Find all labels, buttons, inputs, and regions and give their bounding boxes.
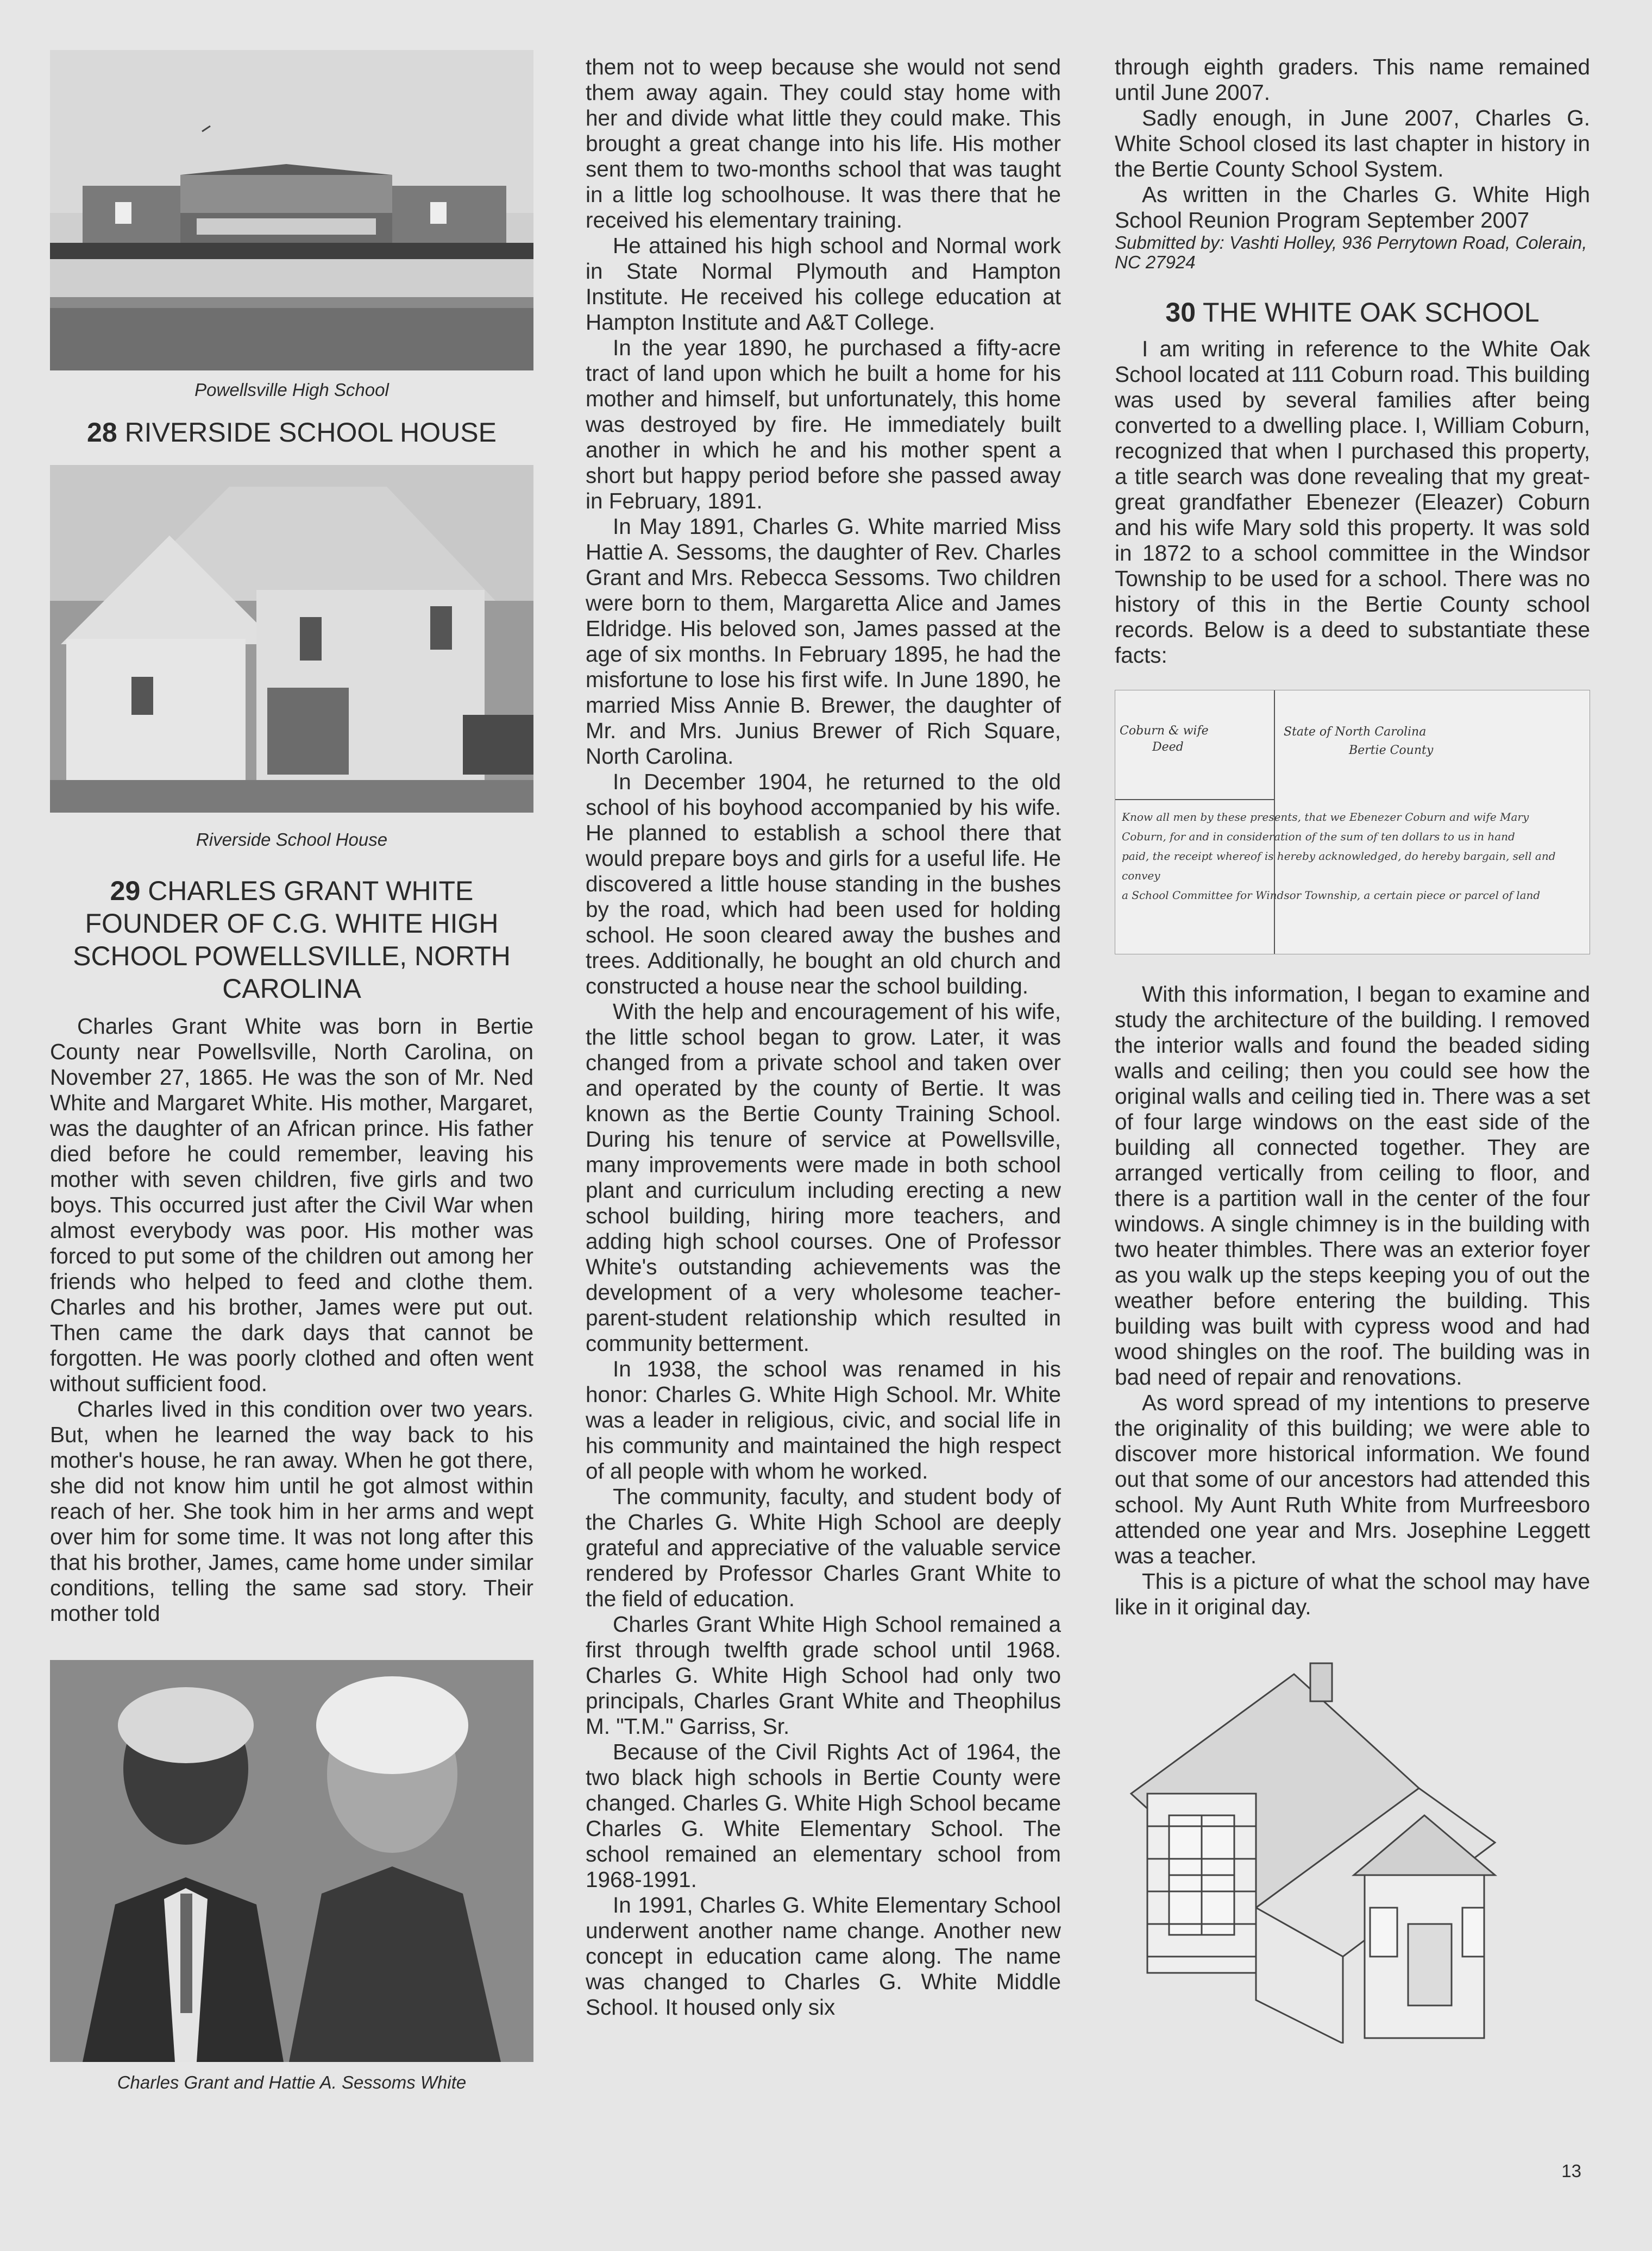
paragraph: As word spread of my intentions to preserve the originality of this building; we were able to discover more historical information. We found out that some of our ancestors had attended this school. My Aunt Ruth White from Murfreesboro attended one year and Mrs. Josephine Leggett was a teacher. [1115,1390,1590,1568]
column-3 [1115,54,1590,2043]
deed-type-line: Deed [1152,740,1184,754]
deed-line: Know all men by these presents, that we Ebenezer Coburn and wife Mary [1122,810,1529,823]
page-number: 13 [1561,2161,1581,2181]
section-29-body [50,1014,533,1626]
paragraph: This is a picture of what the school may have like in it original day. [1115,1569,1590,1619]
deed-line: Coburn, for and in consideration of the sum of ten dollars to us in hand [1122,830,1515,843]
deed-state-line: State of North Carolina [1284,725,1427,739]
section-title: RIVERSIDE SCHOOL HOUSE [124,417,497,448]
section-title: CHARLES GRANT WHITE FOUNDER OF C.G. WHITE HIGH SCHOOL POWELLSVILLE, NORTH CAROLINA [73,876,511,1004]
section-heading-29 [50,875,533,1005]
paragraph: Sadly enough, in June 2007, Charles G. White School closed its last chapter in history in the Bertie County School System. [1115,105,1590,181]
paragraph: Charles Grant White was born in Bertie County near Powellsville, North Carolina, on November 27, 1865. He was the son of Mr. Ned White and Margaret White. His mother, Margaret, was the daughter of an African prince. His father died before he could remember, leaving his mother with seven children, five girls and two boys. This occurred just after the Civil War when almost everybody was poor. His mother was forced to put some of the children out among her friends who helped to feed and clothe them. Charles and his brother, James were put out. Then came the dark days that cannot be forgotten. He was poorly clothed and often went without sufficient food. [50,1014,533,1396]
paragraph: Charles Grant White High School remained a first through twelfth grade school until 1968. Charles G. White High School had only two principals, Charles Grant White and Theophilus M. "T.M." Garriss, Sr. [586,1612,1061,1739]
deed-document-image [1115,690,1590,954]
paragraph: In the year 1890, he purchased a fifty-acre tract of land upon which he built a home for his mother and himself, but unfortunately, this home was destroyed by fire. He immediately built another in which he and his mother spent a short but happy period before she passed away in February, 1891. [586,335,1061,513]
photo-caption: Charles Grant and Hattie A. Sessoms White [117,2072,467,2092]
paragraph: He attained his high school and Normal work in State Normal Plymouth and Hampton Institute. He received his college education at Hampton Institute and A&T College. [586,233,1061,335]
charles-and-hattie-white-photo [50,1660,533,2062]
paragraph: Because of the Civil Rights Act of 1964, the two black high schools in Bertie County were changed. Charles G. White High School became Charles G. White Elementary School. The school remained an elementary school from 1968-1991. [586,1739,1061,1892]
photo-caption: Riverside School House [196,829,388,850]
deed-grantor-line: Coburn & wife [1120,724,1209,738]
photo-caption: Powellsville High School [194,380,389,400]
powellsville-high-school-photo [50,50,533,370]
paragraph: With the help and encouragement of his wife, the little school began to grow. Later, it was changed from a private school and taken over and operated by the county of Bertie. It was known as the Bertie County Training School. During his tenure of service at Powellsville, many improvements were made in both school plant and curriculum including erecting a new school building, hiring more teachers, and adding high school courses. One of Professor White's outstanding achievements was the development of a very wholesome teacher-parent-student relationship which resulted in community betterment. [586,999,1061,1356]
white-oak-school-sketch [1115,1652,1590,2043]
paragraph: As written in the Charles G. White High School Reunion Program September 2007 [1115,182,1590,232]
riverside-school-house-photo [50,465,533,813]
paragraph: In December 1904, he returned to the old school of his boyhood accompanied by his wife. He planned to establish a school there that would prepare boys and girls for a useful life. He discovered a little house standing in the bushes by the road, which had been used for holding school. He soon cleared away the bushes and trees. Additionally, he bought an old church and constructed a house near the school building. [586,769,1061,998]
deed-line: paid, the receipt whereof is hereby acknowledged, do hereby bargain, sell and convey [1122,850,1556,882]
paragraph: In May 1891, Charles G. White married Miss Hattie A. Sessoms, the daughter of Rev. Charles Grant and Mrs. Rebecca Sessoms. Two children were born to them, Margaretta Alice and James Eldridge. His beloved son, James passed at the age of six months. In February 1895, he had the misfortune to lose his first wife. In June 1890, he married Miss Annie B. Brewer, the daughter of Mr. and Mrs. Junius Brewer of Rich Square, North Carolina. [586,514,1061,769]
deed-county-line: Bertie County [1349,744,1434,757]
section-30-body-continued [1115,982,1590,1620]
paragraph: The community, faculty, and student body of the Charles G. White High School are deeply grateful and appreciative of the valuable service rendered by Professor Charles Grant White to the field of education. [586,1484,1061,1611]
section-number: 30 [1165,297,1196,328]
column-1 [50,50,533,2093]
paragraph: In 1991, Charles G. White Elementary School underwent another name change. Another new concept in education came along. The name was changed to Charles G. White Middle School. It housed only six [586,1892,1061,2020]
section-30-body [1115,336,1590,668]
section-number: 29 [110,876,141,906]
submitted-by: Submitted by: Vashti Holley, 936 Perrytown Road, Colerain, NC 27924 [1115,232,1587,272]
section-heading-30 [1115,296,1590,329]
section-number: 28 [87,417,117,448]
paragraph: In 1938, the school was renamed in his honor: Charles G. White High School. Mr. White was a leader in religious, civic, and social life in his community and maintained the high respect of all people with whom he worked. [586,1356,1061,1483]
paragraph: through eighth graders. This name remained until June 2007. [1115,54,1590,105]
section-title: THE WHITE OAK SCHOOL [1203,297,1540,328]
deed-line: a School Committee for Windsor Township, a certain piece or parcel of land [1122,889,1541,902]
section-heading-28 [50,416,533,449]
paragraph: them not to weep because she would not send them away again. They could stay home with her and divide what little they could make. This brought a great change into his life. His mother sent them to two-months school that was taught in a little log schoolhouse. It was there that he received his elementary training. [586,54,1061,232]
column-2 [586,54,1061,2020]
paragraph: Charles lived in this condition over two years. But, when he learned the way back to his mother's house, he ran away. When he got there, she did not know him until he got almost within reach of her. She took him in her arms and wept over him for some time. It was not long after this that his brother, James, came home under similar conditions, telling the same sad story. Their mother told [50,1397,533,1626]
paragraph: I am writing in reference to the White Oak School located at 111 Coburn road. This building was used by several families after being converted to a dwelling place. I, William Coburn, recognized that when I purchased this property, a title search was done revealing that my great-great grandfather Ebenezer (Eleazer) Coburn and his wife Mary sold this property. It was sold in 1872 to a school committee in the Windsor Township to be used for a school. There was no history of this in the Bertie County school records. Below is a deed to substantiate these facts: [1115,336,1590,668]
paragraph: With this information, I began to examine and study the architecture of the building. I removed the interior walls and found the beaded siding walls and ceiling; then you could see how the original walls and ceiling tied in. There was a set of four large windows on the east side of the building all connected together. They are arranged vertically from ceiling to floor, and there is a partition wall in the center of the four windows. A single chimney is in the building with two heater thimbles. There was an exterior foyer as you walk up the steps keeping you of out the weather before entering the building. This building was built with cypress wood and had wood shingles on the roof. The building was in bad need of repair and renovations. [1115,982,1590,1389]
